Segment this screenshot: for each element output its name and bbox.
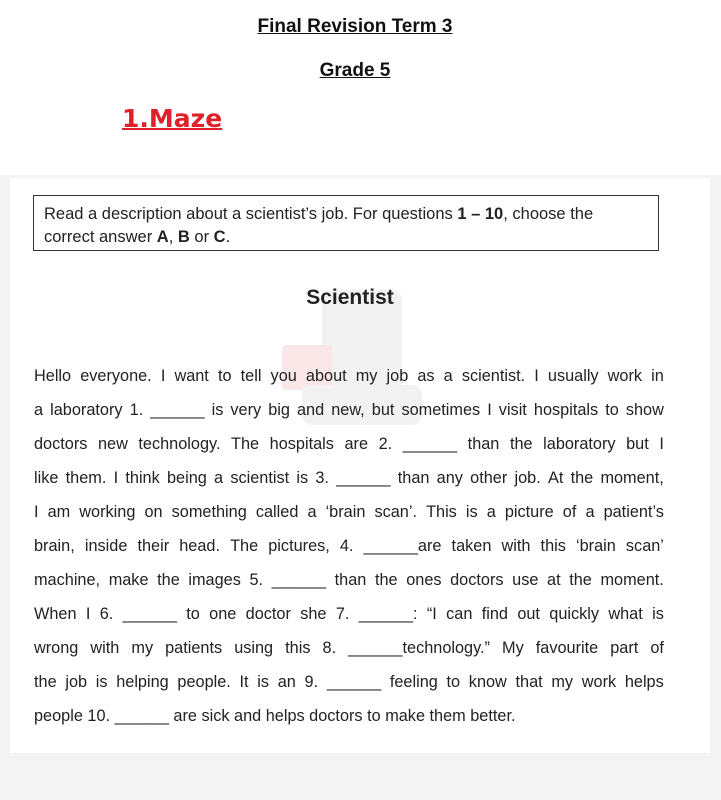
story-word: laboratory <box>50 401 123 419</box>
story-word: my <box>131 639 154 657</box>
story-word: my <box>355 367 378 385</box>
story-word: them. <box>65 469 107 487</box>
story-word: than <box>334 571 367 589</box>
story-word: ______technology.” <box>348 639 490 657</box>
story-line <box>34 495 664 529</box>
story-line <box>34 665 664 699</box>
story-word: job <box>65 673 88 691</box>
option-a: A <box>156 228 169 246</box>
story-word: of <box>650 639 664 657</box>
story-word: machine, <box>34 571 101 589</box>
option-b: B <box>177 228 190 246</box>
story-word: 8. <box>322 639 337 657</box>
story-line <box>34 597 664 631</box>
story-word: visit <box>498 401 527 419</box>
story-word: 3. <box>315 469 329 487</box>
story-word: are <box>344 435 369 453</box>
story-word: than <box>467 435 500 453</box>
story-word: moment. <box>600 571 664 589</box>
story-word: I <box>34 503 39 521</box>
story-word: people. <box>177 673 231 691</box>
story-word: favourite <box>535 639 599 657</box>
story-word: ______ <box>336 469 391 487</box>
story-line <box>34 359 664 393</box>
story-word: of <box>562 503 577 521</box>
story-word: moment, <box>600 469 664 487</box>
story-word: on <box>144 503 163 521</box>
story-word: pictures, <box>268 537 330 555</box>
story-word: The <box>230 537 259 555</box>
story-word: head. <box>179 537 220 555</box>
story-word: something <box>171 503 247 521</box>
story-line <box>34 393 664 427</box>
story-word: my <box>551 673 574 691</box>
story-word: ______ <box>402 435 458 453</box>
story-word: My <box>502 639 524 657</box>
story-word: wrong <box>34 639 79 657</box>
story-word: I <box>487 401 492 419</box>
story-word: use <box>512 571 539 589</box>
story-word: a <box>214 469 224 487</box>
story-word: picture <box>504 503 554 521</box>
worksheet-title: Final Revision Term 3 <box>257 16 453 37</box>
story-word: laboratory <box>543 435 616 453</box>
story-word: that <box>515 673 543 691</box>
story-word: using <box>234 639 274 657</box>
instructions-box <box>33 195 659 251</box>
story-word: “I <box>426 605 437 623</box>
story-word: I <box>534 367 539 385</box>
story-word: show <box>625 401 664 419</box>
story-word: one <box>209 605 237 623</box>
story-word: a <box>486 503 496 521</box>
story-word: out <box>517 605 540 623</box>
story-word: usually <box>547 367 599 385</box>
story-word: brain, <box>34 537 75 555</box>
grade-label: Grade 5 <box>319 60 391 81</box>
story-word: a <box>585 503 595 521</box>
story-word: you <box>270 367 297 385</box>
story-word: 9. <box>304 673 319 691</box>
story-word: It <box>239 673 249 691</box>
story-word: patients <box>165 639 223 657</box>
story-word: very <box>230 401 262 419</box>
story-word: scientist <box>230 469 290 487</box>
story-word: other <box>470 469 508 487</box>
story-word: part <box>610 639 639 657</box>
story-word: At <box>547 469 564 487</box>
instructions-sep-1: , <box>168 228 178 246</box>
story-word: When <box>34 605 77 623</box>
story-word: ‘brain <box>325 503 366 521</box>
story-word: want <box>174 367 209 385</box>
question-range: 1 – 10 <box>457 205 504 223</box>
story-word: ______ <box>122 605 177 623</box>
story-word: can <box>446 605 473 623</box>
story-word: ones <box>406 571 442 589</box>
story-word: work <box>581 673 617 691</box>
story-word: ______ <box>271 571 327 589</box>
story-word: scan’ <box>625 537 664 555</box>
story-word: as <box>417 367 435 385</box>
story-text <box>34 359 664 733</box>
section-heading: 1.Maze <box>122 104 223 133</box>
instructions-text-1: Read a description about a scientist’s job. For questions <box>44 205 458 223</box>
story-word: the <box>570 469 594 487</box>
story-word: 4. <box>339 537 354 555</box>
story-word: she <box>300 605 327 623</box>
story-word: is <box>296 469 309 487</box>
option-c: C <box>213 228 226 246</box>
story-word: to <box>446 673 461 691</box>
story-word: in <box>651 367 664 385</box>
story-word: with <box>90 639 120 657</box>
instructions-sep-2: or <box>189 228 214 246</box>
story-word: is <box>95 673 108 691</box>
story-word: their <box>137 537 170 555</box>
story-word: new <box>97 435 128 453</box>
story-word: the <box>509 435 533 453</box>
story-word: 7. <box>335 605 350 623</box>
instructions-end: . <box>225 228 231 246</box>
story-word: hospitals <box>533 401 599 419</box>
story-word: to <box>217 367 232 385</box>
story-word: ______are <box>363 537 442 555</box>
story-word: new, <box>331 401 365 419</box>
story-word: technology. <box>138 435 221 453</box>
story-word: 1. <box>129 401 144 419</box>
story-word: ______ <box>326 673 382 691</box>
story-word: I <box>113 469 119 487</box>
story-word: but <box>626 435 649 453</box>
story-word: but <box>371 401 395 419</box>
story-word: is <box>652 605 664 623</box>
story-line: people 10. ______ are sick and helps doctors to make them better. <box>34 707 516 725</box>
story-word: doctor <box>245 605 291 623</box>
story-word: the <box>157 571 180 589</box>
story-word: being <box>166 469 207 487</box>
story-word: this <box>285 639 311 657</box>
story-word: about <box>305 367 347 385</box>
story-word: job. <box>514 469 541 487</box>
story-word: to <box>605 401 619 419</box>
story-word: ______: <box>358 605 418 623</box>
story-title: Scientist <box>306 286 394 309</box>
story-word: patient’s <box>603 503 664 521</box>
story-word: This <box>426 503 457 521</box>
story-word: doctors <box>450 571 504 589</box>
story-line <box>34 563 664 597</box>
story-word: like <box>34 469 59 487</box>
story-word: the <box>374 571 398 589</box>
story-word: hospitals <box>269 435 334 453</box>
story-word: make <box>108 571 149 589</box>
story-word: a <box>443 367 453 385</box>
story-word: doctors <box>34 435 88 453</box>
story-word: inside <box>84 537 128 555</box>
story-word: sometimes <box>401 401 481 419</box>
story-line <box>34 427 664 461</box>
story-word: a <box>34 401 44 419</box>
story-word: than <box>397 469 430 487</box>
story-word: what <box>608 605 643 623</box>
story-line <box>34 461 664 495</box>
story-word: helping <box>116 673 169 691</box>
story-word: taken <box>451 537 492 555</box>
story-word: everyone. <box>80 367 152 385</box>
story-word: the <box>569 571 592 589</box>
story-word: an <box>277 673 296 691</box>
story-word: ______ <box>150 401 205 419</box>
story-word: Hello <box>34 367 72 385</box>
story-word: know <box>468 673 507 691</box>
story-word: a <box>307 503 317 521</box>
story-word: think <box>125 469 160 487</box>
story-word: helps <box>624 673 664 691</box>
instructions-text-2: , choose the correct answer <box>44 205 594 246</box>
story-word: scientist. <box>461 367 526 385</box>
story-word: 2. <box>378 435 393 453</box>
story-word: the <box>34 673 57 691</box>
story-word: 5. <box>249 571 264 589</box>
story-word: tell <box>240 367 262 385</box>
story-word: am <box>47 503 71 521</box>
story-word: with <box>501 537 531 555</box>
story-word: work <box>607 367 643 385</box>
story-word: feeling <box>389 673 438 691</box>
story-word: scan’. <box>374 503 417 521</box>
story-word: big <box>268 401 290 419</box>
story-word: quickly <box>549 605 600 623</box>
story-word: I <box>85 605 91 623</box>
story-word: I <box>160 367 166 385</box>
story-word: images <box>188 571 241 589</box>
story-word: is <box>465 503 478 521</box>
story-word: working <box>79 503 136 521</box>
story-word: any <box>436 469 463 487</box>
story-word: to <box>186 605 200 623</box>
story-word: job <box>386 367 409 385</box>
story-word: called <box>255 503 299 521</box>
story-word: and <box>297 401 325 419</box>
story-word: ‘brain <box>575 537 616 555</box>
story-word: at <box>547 571 561 589</box>
story-line <box>34 529 664 563</box>
story-word: find <box>481 605 508 623</box>
story-word: is <box>257 673 270 691</box>
story-word: 6. <box>99 605 114 623</box>
story-word: I <box>659 435 664 453</box>
story-word: The <box>231 435 260 453</box>
story-line <box>34 631 664 665</box>
story-word: this <box>540 537 566 555</box>
story-word: is <box>211 401 224 419</box>
